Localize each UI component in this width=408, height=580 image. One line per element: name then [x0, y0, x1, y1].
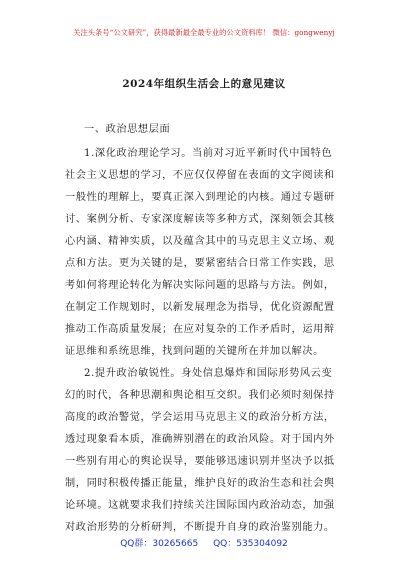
paragraph-line: 高度的政治警觉，学会运用马克思主义的政治分析方法， [65, 412, 335, 423]
paragraph-line: 讨、案例分析、专家深度解读等多种方式，深刻领会其核 [65, 214, 335, 225]
paragraph-line: 透过现象看本质，准确辨别潜在的政治风险。对于国内外 [65, 434, 335, 445]
paragraph-line: 2.提升政治敏锐性。身处信息爆炸和国际形势风云变 [84, 368, 333, 379]
paragraph-line: 社会主义思想的学习，不应仅仅停留在表面的文字阅读和 [65, 170, 335, 181]
paragraph-line: 一些别有用心的舆论误导，要能够迅速识别并坚决予以抵 [65, 456, 335, 467]
contact-footer [0, 536, 408, 549]
paragraph-line: 一般性的理解上，要真正深入到理论的内核。通过专题研 [65, 192, 335, 203]
paragraph-line: 考如何将理论转化为解决实际问题的思路与方法。例如， [65, 280, 335, 291]
paragraph-line: 1.深化政治理论学习。当前对习近平新时代中国特色 [84, 148, 333, 159]
paragraph-line: 证思维和系统思维，找到问题的关键所在并加以解决。 [65, 346, 324, 357]
qq-group-text: QQ群：30265665 [120, 539, 199, 549]
paragraph-line: 在制定工作规划时，以新发展理念为指导，优化资源配置 [65, 302, 335, 313]
section-heading: 一、政治思想层面 [84, 124, 171, 135]
paragraph-line: 推动工作高质量发展；在应对复杂的工作矛盾时，运用辩 [65, 324, 335, 335]
document-title: 2024年组织生活会上的意见建议 [122, 78, 286, 90]
paragraph-line: 点和方法。更为关键的是，要紧密结合日常工作实践，思 [65, 258, 335, 269]
qq-contact-text: QQ：535304092 [213, 539, 288, 549]
paragraph-line: 制，同时积极传播正能量，维护良好的政治生态和社会舆 [65, 478, 335, 489]
promo-banner: 关注头条号“公文研究”，获得最新最全最专业的公文资料库！ 微信：gongwenyj [73, 28, 335, 37]
paragraph-line: 幻的时代，各种思潮和舆论相互交织。我们必须时刻保持 [65, 390, 335, 401]
paragraph-line: 心内涵、精神实质，以及蕴含其中的马克思主义立场、观 [65, 236, 335, 247]
paragraph-line: 论环境。这就要求我们持续关注国际国内政治动态，加强 [65, 500, 335, 511]
paragraph-line: 对政治形势的分析研判，不断提升自身的政治鉴别能力。 [65, 522, 335, 533]
